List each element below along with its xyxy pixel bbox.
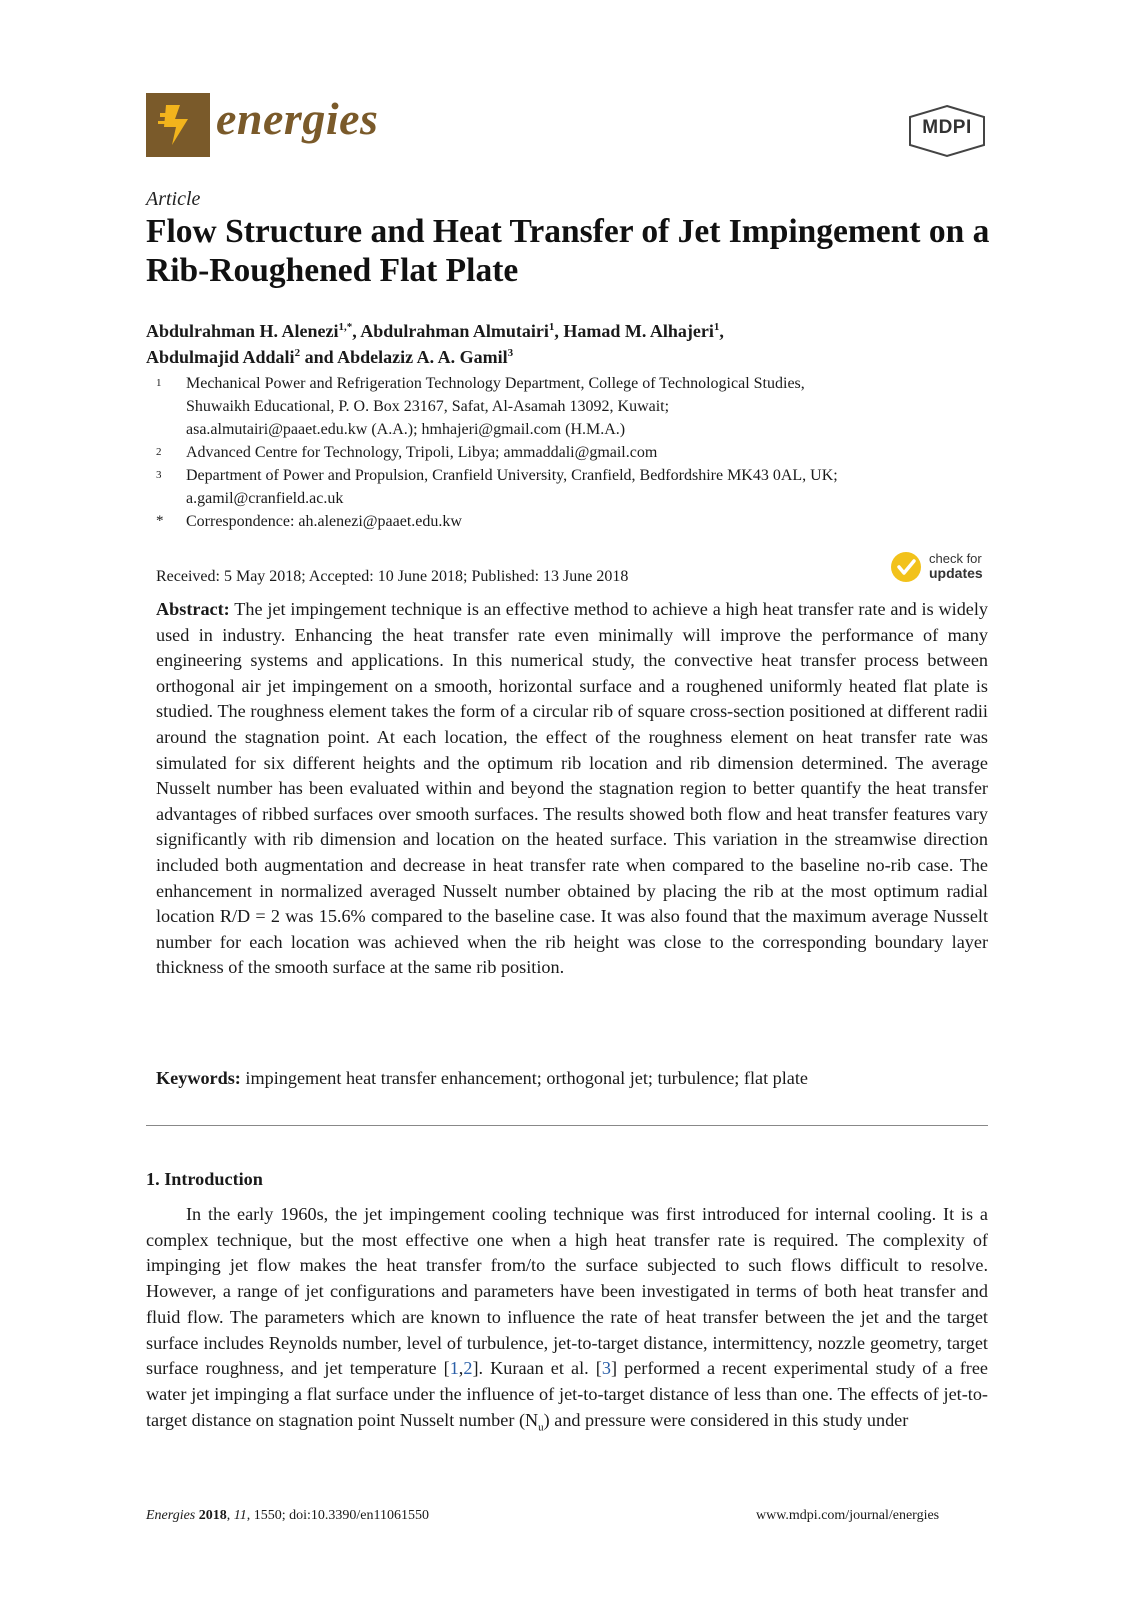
footer-citation: Energies 2018, 11, 1550; doi:10.3390/en11061550 [146, 1508, 429, 1523]
check-updates-icon [889, 550, 923, 584]
author-sup: 2 [294, 347, 301, 359]
nusselt-subscript: u [538, 1421, 544, 1434]
affiliation-mark: 1 [156, 377, 162, 389]
footer-journal: Energies [146, 1508, 196, 1523]
author-name: Abdulrahman Almutairi [360, 321, 549, 341]
keywords-label: Keywords: [156, 1068, 241, 1088]
section-heading: 1. Introduction [146, 1169, 263, 1189]
affiliation-line: Shuwaikh Educational, P. O. Box 23167, Safat, Al-Asamah 13092, Kuwait; [186, 398, 670, 415]
journal-name: energies [216, 93, 379, 144]
check-updates-line1: check for [929, 551, 982, 566]
author-list [146, 318, 986, 370]
correspondence-line[interactable]: Correspondence: ah.alenezi@paaet.edu.kw [186, 513, 462, 530]
intro-text: ) and pressure were considered in this study under [543, 1409, 909, 1430]
affiliation-line: Department of Power and Propulsion, Cranfield University, Cranfield, Bedfordshire MK43 0AL, UK; [186, 467, 838, 484]
article-type: Article [146, 188, 201, 210]
abstract-label: Abstract: [156, 599, 230, 619]
author-sep: , [554, 321, 564, 341]
introduction-paragraph [146, 1202, 988, 1433]
publication-dates: Received: 5 May 2018; Accepted: 10 June 2018; Published: 13 June 2018 [156, 568, 629, 585]
affiliation-email[interactable]: asa.almutairi@paaet.edu.kw (A.A.); hmhajeri@gmail.com (H.M.A.) [186, 421, 626, 438]
footer-volume: 11 [233, 1508, 247, 1523]
citation-link[interactable]: 2 [463, 1358, 473, 1379]
author-sep: and [300, 347, 338, 367]
author-sup: 1 [548, 321, 555, 333]
journal-logo [146, 93, 210, 157]
citation-separator: , [458, 1358, 464, 1379]
affiliation-email[interactable]: a.gamil@cranfield.ac.uk [186, 490, 344, 507]
check-updates-line2: updates [929, 565, 983, 581]
footer-url[interactable]: www.mdpi.com/journal/energies [756, 1508, 940, 1523]
affiliation-line[interactable]: Advanced Centre for Technology, Tripoli, Libya; ammaddali@gmail.com [186, 444, 658, 461]
intro-text: ]. Kuraan et al. [ [472, 1358, 602, 1379]
author-sep: , [719, 321, 724, 341]
citation-link[interactable]: 3 [601, 1358, 611, 1379]
affiliation-line: Mechanical Power and Refrigeration Technology Department, College of Technological Studies, [186, 375, 805, 392]
check-for-updates-badge[interactable] [889, 550, 999, 586]
citation-link[interactable]: 1 [449, 1358, 459, 1379]
abstract [156, 597, 988, 981]
footer-doi: , 1550; doi:10.3390/en11061550 [246, 1508, 429, 1523]
divider [146, 1125, 988, 1126]
author-name: Abdulrahman H. Alenezi [146, 321, 339, 341]
correspondence-mark: * [156, 513, 164, 529]
paper-title: Flow Structure and Heat Transfer of Jet Impingement on a Rib-Roughened Flat Plate [146, 213, 990, 289]
author-sep: , [352, 321, 361, 341]
author-sup: 1 [713, 321, 720, 333]
author-sup: 3 [507, 347, 514, 359]
affiliation-mark: 3 [156, 469, 162, 481]
abstract-text: The jet impingement technique is an effective method to achieve a high heat transfer rate and is widely used in industry. Enhancing the heat transfer rate even minimally will improve the performance of many engineering systems and applications. In this numerical study, the convective heat transfer process between orthogonal air jet impingement on a smooth, horizontal surface and a roughened uniformly heated flat plate is studied. The roughness element takes the form of a circular rib of square cross-section positioned at different radii around the stagnation point. At each location, the effect of the roughness element on heat transfer rate was simulated for six different heights and the optimum rib location and rib dimension determined. The average Nusselt number has been evaluated within and beyond the stagnation region to better quantify the heat transfer advantages of ribbed surfaces over smooth surfaces. The results showed both flow and heat transfer features vary significantly with rib dimension and location on the heated surface. This variation in the streamwise direction included both augmentation and decrease in heat transfer rate when compared to the baseline no-rib case. The enhancement in normalized averaged Nusselt number obtained by placing the rib at the most optimum radial location R/D = 2 was 15.6% compared to the baseline case. It was also found that the maximum average Nusselt number for each location was achieved when the rib height was close to the corresponding boundary layer thickness of the smooth surface at the same rib position. [156, 599, 989, 978]
intro-text: In the early 1960s, the jet impingement cooling technique was first introduced for internal cooling. It is a complex technique, but the most effective one when a high heat transfer rate is required. The complexity of impinging jet flow makes the heat transfer from/to the surface subjected to such flows difficult to resolve. However, a range of jet configurations and parameters have been investigated in terms of both heat transfer and fluid flow. The parameters which are known to influence the rate of heat transfer between the jet and the target surface includes Reynolds number, level of turbulence, jet-to-target distance, intermittency, nozzle geometry, target surface roughness, and jet temperature [ [146, 1204, 988, 1379]
keywords-text: impingement heat transfer enhancement; orthogonal jet; turbulence; flat plate [245, 1068, 809, 1088]
footer-year: 2018 [198, 1508, 227, 1523]
author-name: Abdulmajid Addali [146, 347, 295, 367]
author-sup: 1,* [338, 321, 353, 333]
author-name: Hamad M. Alhajeri [563, 321, 714, 341]
mdpi-logo-text: MDPI [922, 117, 972, 138]
keywords [156, 1066, 988, 1092]
intro-text: ] performed a recent experimental study of a free water jet impinging a flat surface under the influence of jet-to-target distance of less than one. The effects of jet-to-target distance on stagnation point Nusselt number (N [146, 1358, 988, 1430]
affiliation-mark: 2 [156, 446, 162, 458]
lightning-bolt-icon [158, 103, 198, 147]
mdpi-logo [906, 104, 988, 158]
author-name: Abdelaziz A. A. Gamil [337, 347, 508, 367]
